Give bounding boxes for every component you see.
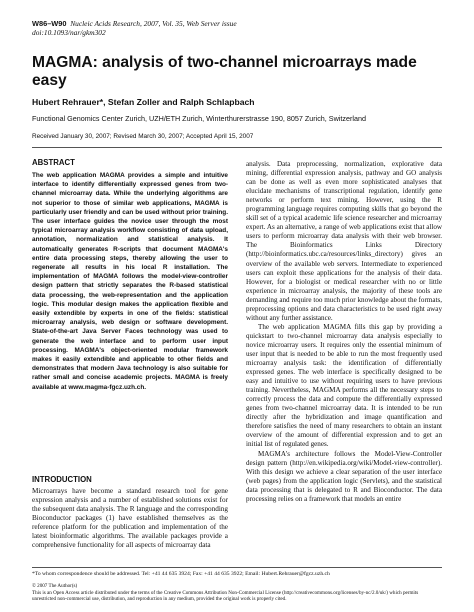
- copyright-block: [32, 583, 442, 603]
- footnote-divider: [32, 567, 442, 568]
- right-column: [246, 160, 442, 504]
- paragraph-3: MAGMA's architecture follows the Model-View-Controller design pattern (http://en.wikipedia.org/wiki/Model-view-controller). With this design we achieve a clear separation of the user interface (web pages) from the application logic (Servlets), and the statistical data processing that is delegated to R and Bioconductor. The data processing relies on a framework that models an entire: [246, 449, 442, 503]
- abstract-text: The web application MAGMA provides a simple and intuitive interface to identify differentially expressed genes from two-channel microarray data. While the underlying algorithms are not superior to those of similar web applications, MAGMA is particularly user friendly and can be used without prior training. The user interface guides the novice user through the most typical microarray analysis workflow consisting of data upload, annotation, normalization and statistical analysis. It automatically generates R-scripts that document MAGMA's entire data processing steps, thereby allowing the user to regenerate all results in his local R installation. The implementation of MAGMA follows the model-view-controller design pattern that strictly separates the R-based statistical data processing, the web-representation and the application logic. This modular design makes the application flexible and easily extendible by experts in one of the fields: statistical microarray analysis, web design or software development. State-of-the-art Java Server Faces technology was used to generate the web interface and to perform user input processing. MAGMA's object-oriented modular framework makes it easily extendible and applicable to other fields and demonstrates that modern Java technology is also suitable for rather small and concise academic projects. MAGMA is freely available at www.magma-fgcz.uzh.ch.: [32, 172, 228, 391]
- affiliation: Functional Genomics Center Zurich, UZH/ETH Zurich, Winterthurerstrasse 190, 8057 Zurich, Switzerland: [32, 114, 366, 123]
- footnote-text: *To whom correspondence should be addressed. Tel: +41 44 635 3924; Fax: +41 44 635 3922; Email: Hubert.Rehrauer@fgcz.uzh.ch: [32, 571, 330, 577]
- doi: doi:10.1093/nar/gkm302: [32, 28, 106, 38]
- running-header: [32, 19, 237, 37]
- top-divider: [32, 147, 442, 148]
- paragraph-2: The web application MAGMA fills this gap by providing a quickstart to two-channel microarray data analysis especially to novice microarray users. It requires only the essential minimum of user input that is needed to be able to run the most frequently used microarray analysis task: the identification of differentially expressed genes. The web interface is specifically designed to be easy and intuitive to use without requiring users to have previous training. Nevertheless, MAGMA performs all the necessary steps to correctly process the data and compute the differentially expressed genes from two-channel microarray data. It is intended to be run directly after the hybridization and image quantification and therefore satisfies the need of many researchers to obtain an instant overview of the amount of differential expression and to get an initial list of regulated genes.: [246, 322, 442, 449]
- page-range: W86–W90: [32, 19, 67, 28]
- license-text: This is an Open Access article distributed under the terms of the Creative Commons Attribution Non-Commercial License (http://creativecommons.org/licenses/by-nc/2.0/uk/) which permits unrestricted non-commercial use, distribution, and reproduction in any medium, provided the original work is properly cited.: [32, 589, 419, 603]
- journal-citation: Nucleic Acids Research, 2007, Vol. 35, Web Server issue: [70, 19, 237, 28]
- introduction-text: Microarrays have become a standard research tool for gene expression analysis and a number of established solutions exist for the subsequent data analysis. The R language and the corresponding Bioconductor packages (1) have established themselves as the reference platform for the publication and implementation of the latest bioinformatic algorithms. The available packages provide a comprehensive functionality for all aspects of microarray data: [32, 487, 228, 549]
- copyright-line: © 2007 The Author(s): [32, 583, 78, 589]
- author-list: Hubert Rehrauer*, Stefan Zoller and Ralph Schlapbach: [32, 97, 255, 107]
- journal-citation-line: [32, 19, 237, 28]
- abstract-heading: ABSTRACT: [32, 158, 75, 167]
- submission-dates: Received January 30, 2007; Revised March 30, 2007; Accepted April 15, 2007: [32, 133, 254, 140]
- paragraph-1: analysis. Data preprocessing, normalization, explorative data mining, differential expression analysis, pathway and GO analysis can be done as well as even more sophisticated analyses that elucidate mechanisms of transcriptional regulation, identify gene networks or perform text mining. However, using the R programming language requires computing skills that go beyond the skill set of a typical academic life science researcher and microarray expert. As an alternative, a range of web applications exist that allow users to perform microarray data analysis with their web browser. The Bioinformatics Links Directory (http://bioinformatics.ubc.ca/resources/links_directory) gives an overview of the available web servers. Intermediate to experienced users can exploit these applications for the analysis of their data. However, for a biologist or medical researcher with no or little experience in microarray analysis, the majority of these tools are demanding and require too much prior knowledge about the formats, preprocessing options and data characteristics to be used right away without any further assistance.: [246, 160, 442, 322]
- correspondence-footnote: [32, 571, 442, 578]
- introduction-heading: INTRODUCTION: [32, 475, 92, 484]
- paper-title: MAGMA: analysis of two-channel microarrays made easy: [32, 54, 417, 89]
